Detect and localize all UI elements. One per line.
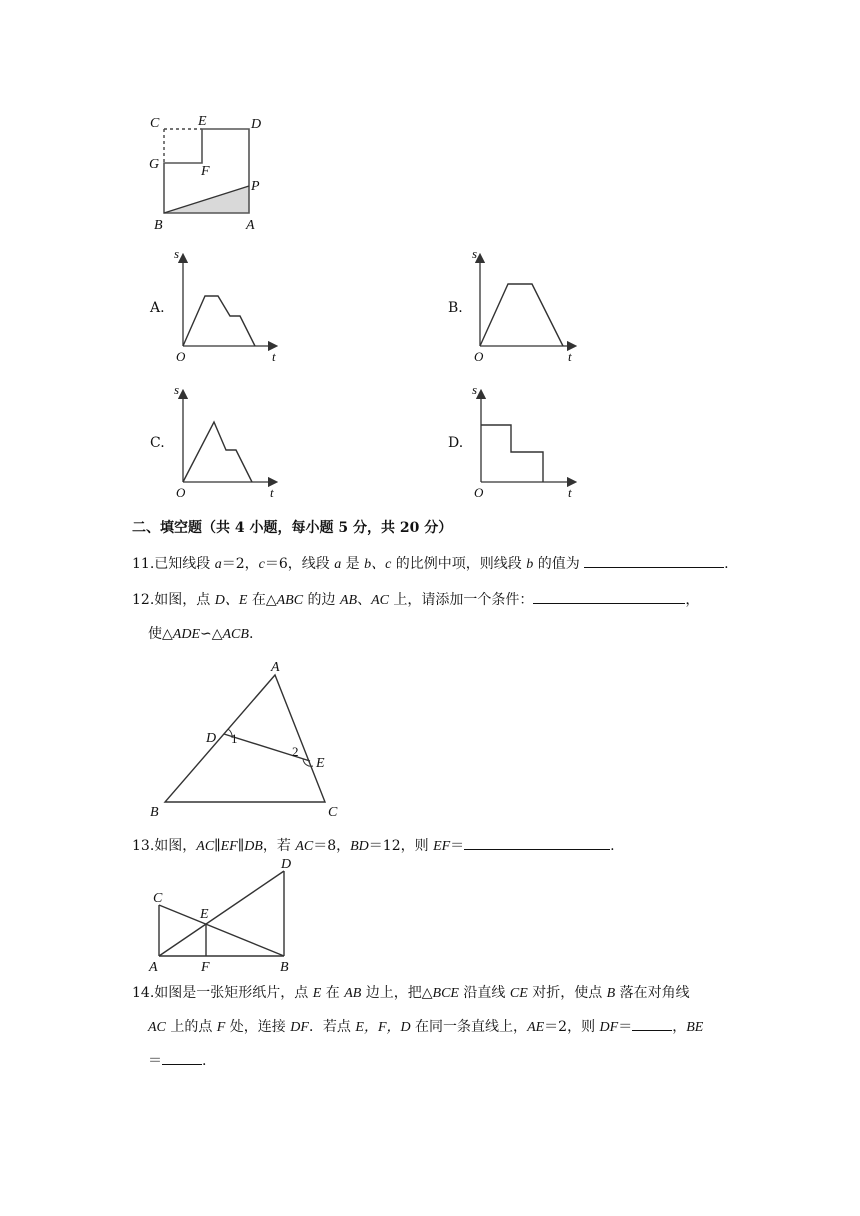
section-title: 二、填空题（共 4 小题，每小题 5 分，共 20 分） xyxy=(132,520,453,536)
svg-text:B: B xyxy=(280,960,289,975)
question-12: 12.如图，点 D、E 在△ABC 的边 AB、AC 上，请添加一个条件： ， xyxy=(132,589,699,609)
svg-text:2: 2 xyxy=(292,744,299,759)
answer-blank-11[interactable] xyxy=(584,553,724,568)
parallel-lines-figure-13 xyxy=(140,855,310,975)
svg-text:O: O xyxy=(176,349,186,364)
svg-text:D: D xyxy=(206,731,217,746)
answer-blank-14-df[interactable] xyxy=(632,1016,672,1031)
svg-text:B: B xyxy=(150,805,159,820)
svg-text:F: F xyxy=(201,960,210,975)
svg-text:t: t xyxy=(568,485,572,500)
option-d-graph xyxy=(468,380,588,500)
label-C: C xyxy=(150,116,160,131)
question-12-line2: 使△ADE∽△ACB. xyxy=(148,626,254,642)
svg-text:D: D xyxy=(281,857,292,872)
answer-blank-13[interactable] xyxy=(464,835,610,850)
label-E: E xyxy=(198,114,207,129)
question-14-line2: AC 上的点 F 处，连接 DF．若点 E，F，D 在同一条直线上，AE＝2，则 DF＝ ，BE xyxy=(148,1016,703,1036)
svg-text:t: t xyxy=(270,485,274,500)
triangle-figure-12 xyxy=(140,655,360,820)
rectangle-figure xyxy=(140,108,270,234)
question-13: 13.如图，AC∥EF∥DB，若 AC＝8，BD＝12，则 EF＝ . xyxy=(132,835,615,855)
option-d-letter: D. xyxy=(448,435,464,451)
svg-text:O: O xyxy=(474,485,484,500)
answer-blank-14-be[interactable] xyxy=(162,1050,202,1065)
svg-text:C: C xyxy=(328,805,338,820)
svg-text:t: t xyxy=(272,349,276,364)
label-B: B xyxy=(154,218,163,233)
question-11: 11.已知线段 a＝2，c＝6，线段 a 是 b、c 的比例中项，则线段 b 的值为 . xyxy=(132,553,729,573)
svg-text:A: A xyxy=(271,660,280,675)
svg-text:E: E xyxy=(200,907,209,922)
svg-text:s: s xyxy=(472,246,478,261)
option-c-letter: C. xyxy=(150,435,165,451)
svg-text:C: C xyxy=(153,891,163,906)
svg-text:1: 1 xyxy=(231,731,238,746)
option-b-graph xyxy=(468,244,588,364)
label-A: A xyxy=(246,218,255,233)
svg-text:A: A xyxy=(149,960,158,975)
svg-text:O: O xyxy=(176,485,186,500)
option-b-letter: B. xyxy=(448,300,463,316)
svg-text:O: O xyxy=(474,349,484,364)
label-D: D xyxy=(251,117,262,132)
question-14: 14.如图是一张矩形纸片，点 E 在 AB 边上，把△BCE 沿直线 CE 对折，使点 B 落在对角线 xyxy=(132,985,690,1001)
svg-text:s: s xyxy=(174,382,180,397)
svg-text:E: E xyxy=(316,756,325,771)
question-14-line3: ＝ . xyxy=(148,1050,206,1070)
label-G: G xyxy=(149,157,160,172)
label-P: P xyxy=(251,179,260,194)
option-a-letter: A. xyxy=(150,300,165,316)
label-F: F xyxy=(201,164,210,179)
option-c-graph xyxy=(170,380,290,500)
option-a-graph xyxy=(170,244,290,364)
svg-text:s: s xyxy=(472,382,478,397)
svg-text:s: s xyxy=(174,246,180,261)
answer-blank-12[interactable] xyxy=(533,589,685,604)
svg-text:t: t xyxy=(568,349,572,364)
